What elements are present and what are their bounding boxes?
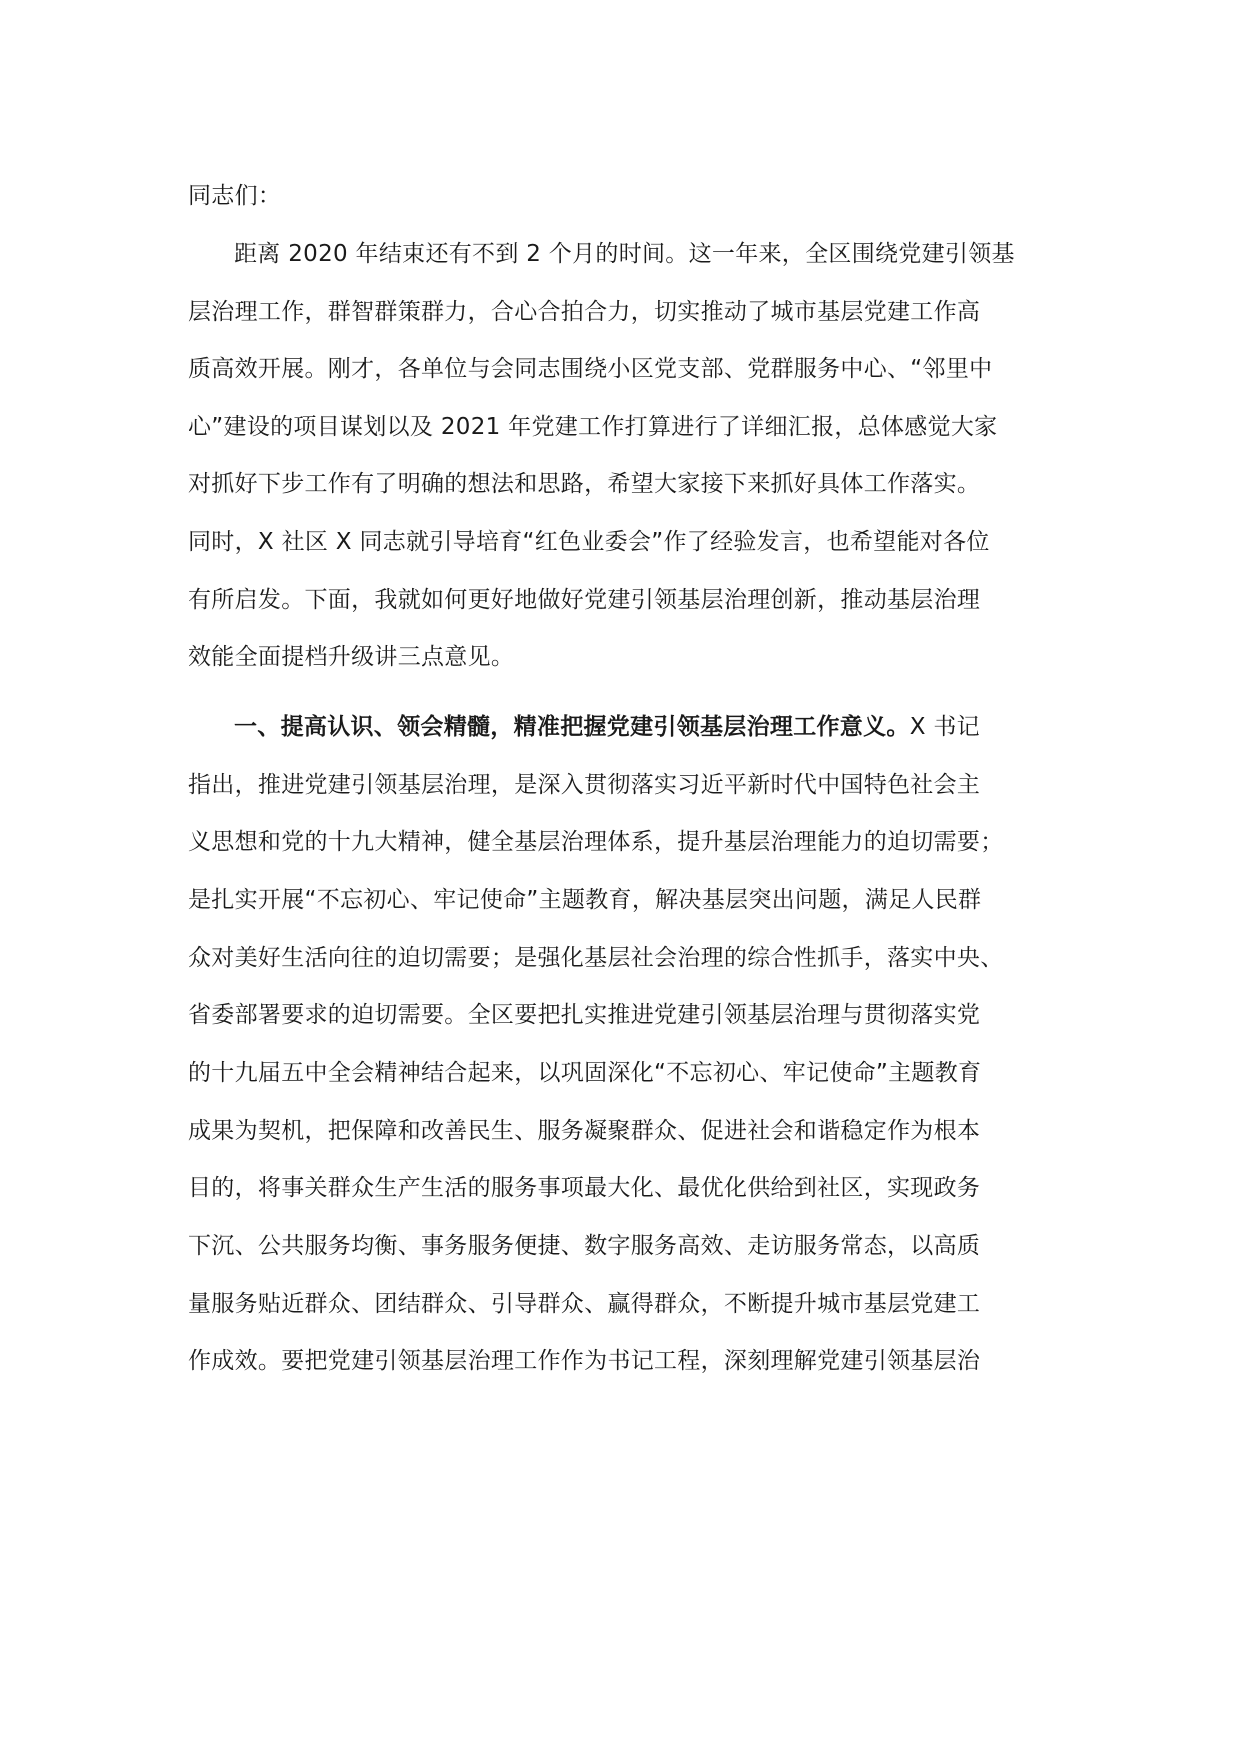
paragraph-line: 指出，推进党建引领基层治理，是深入贯彻落实习近平新时代中国特色社会主 [188, 772, 981, 798]
document-body [188, 0, 1068, 1754]
paragraph-line: 有所启发。下面，我就如何更好地做好党建引领基层治理创新，推动基层治理 [188, 587, 981, 613]
paragraph-line: 是扎实开展“不忘初心、牢记使命”主题教育，解决基层突出问题，满足人民群 [188, 887, 982, 913]
paragraph-line: 质高效开展。刚才，各单位与会同志围绕小区党支部、党群服务中心、“邻里中 [188, 356, 993, 382]
paragraph-line: 心”建设的项目谋划以及 2021 年党建工作打算进行了详细汇报，总体感觉大家 [188, 414, 998, 440]
paragraph-line: 对抓好下步工作有了明确的想法和思路，希望大家接下来抓好具体工作落实。 [188, 471, 981, 497]
paragraph-line: 层治理工作，群智群策群力，合心合拍合力，切实推动了城市基层党建工作高 [188, 299, 981, 325]
paragraph-line: 量服务贴近群众、团结群众、引导群众、赢得群众，不断提升城市基层党建工 [188, 1291, 981, 1317]
paragraph-line: 效能全面提档升级讲三点意见。 [188, 644, 515, 670]
paragraph-first-line [234, 707, 980, 747]
paragraph-line: 众对美好生活向往的迫切需要；是强化基层社会治理的综合性抓手，落实中央、 [188, 945, 1004, 971]
section-heading: 一、提高认识、领会精髓，精准把握党建引领基层治理工作意义。 [234, 714, 910, 740]
paragraph-line: 成果为契机，把保障和改善民生、服务凝聚群众、促进社会和谐稳定作为根本 [188, 1118, 981, 1144]
paragraph-line: 目的，将事关群众生产生活的服务事项最大化、最优化供给到社区，实现政务 [188, 1175, 981, 1201]
greeting: 同志们： [188, 183, 282, 209]
section-heading-continuation: X 书记 [909, 714, 980, 740]
paragraph-line: 距离 2020 年结束还有不到 2 个月的时间。这一年来，全区围绕党建引领基 [234, 241, 1015, 267]
paragraph-line: 义思想和党的十九大精神，健全基层治理体系，提升基层治理能力的迫切需要； [188, 829, 1004, 855]
paragraph-line: 同时，X 社区 X 同志就引导培育“红色业委会”作了经验发言，也希望能对各位 [188, 529, 990, 555]
paragraph-line: 下沉、公共服务均衡、事务服务便捷、数字服务高效、走访服务常态，以高质 [188, 1233, 981, 1259]
paragraph-line: 作成效。要把党建引领基层治理工作作为书记工程，深刻理解党建引领基层治 [188, 1348, 981, 1374]
paragraph-line: 省委部署要求的迫切需要。全区要把扎实推进党建引领基层治理与贯彻落实党 [188, 1002, 981, 1028]
paragraph-line: 的十九届五中全会精神结合起来，以巩固深化“不忘初心、牢记使命”主题教育 [188, 1060, 982, 1086]
